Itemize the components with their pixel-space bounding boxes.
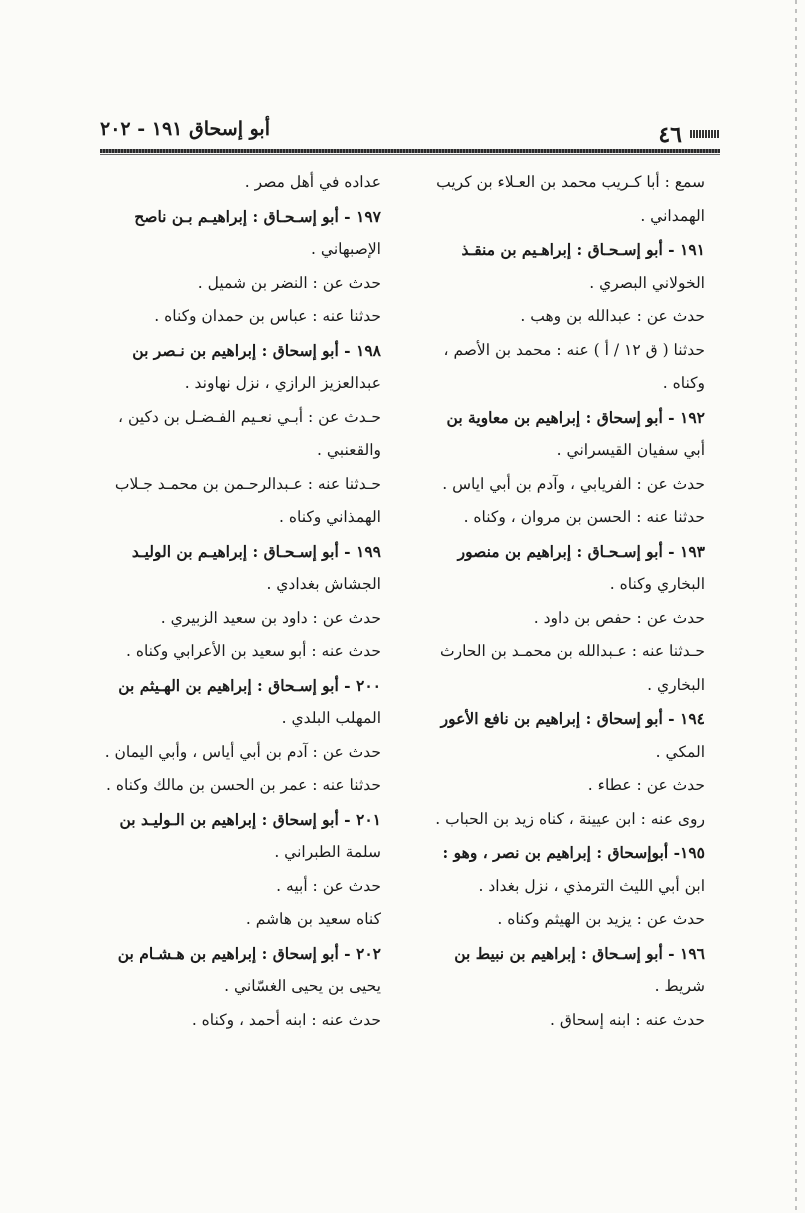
text-line: ١٩٤ - أبو إسحاق : إبراهيم بن نافع الأعور [440, 709, 705, 728]
text-line: الخولاني البصري . [589, 273, 705, 292]
text-line: البخاري . [647, 675, 705, 694]
text-line: ١٩٨ - أبو إسحاق : إبراهيم بن نـصر بن [132, 340, 381, 360]
text-line: حدثنا ( ق ١٢ / أ ) عنه : محمد بن الأصم ، [443, 340, 705, 359]
text-line: ٢٠١ - أبو إسحاق : إبراهيم بن الـوليـد بن [119, 809, 381, 829]
text-line: حدث عن : حفص بن داود . [533, 608, 705, 627]
text-line: عبدالعزيز الرازي ، نزل نهاوند . [184, 374, 381, 392]
text-line: الهمداني . [640, 206, 705, 225]
text-line: ١٩٩ - أبو إسـحـاق : إبراهيـم بن الوليـد [131, 541, 381, 561]
text-line: روى عنه : ابن عيينة ، كناه زيد بن الحباب . [435, 809, 705, 828]
text-line: حدث عن : يزيد بن الهيثم وكناه . [497, 910, 705, 928]
right-column [405, 166, 705, 1037]
text-line: سمع : أبا كـريب محمد بن العـلاء بن كريب [436, 173, 705, 191]
text-line: ٢٠٠ - أبو إسـحاق : إبراهيم بن الهـيثم بن [118, 675, 381, 695]
text-line: الهمذاني وكناه . [279, 508, 381, 526]
text-line: حـدثنا عنه : عـبدالرحـمن بن محمـد جـلاب [114, 474, 381, 493]
text-line: ١٩٢ - أبو إسحاق : إبراهيم بن معاوية بن [446, 407, 705, 427]
text-line: حـدثنا عنه : عـبدالله بن محمـد بن الحارث [440, 642, 705, 660]
text-line: حدث عنه : ابنه إسحاق . [550, 1010, 705, 1029]
text-line: عداده في أهل مصر . [244, 173, 381, 191]
text-line: الجشاش بغدادي . [266, 575, 381, 593]
text-line: حدث عن : عبدالله بن وهب . [520, 307, 705, 325]
text-line: حدث عن : عطاء . [587, 776, 705, 794]
text-line: ١٩٦ - أبو إسـحاق : إبراهيم بن نبيط بن [454, 943, 705, 963]
text-line: ١٩٧ - أبو إسـحـاق : إبراهيـم بـن ناصح [134, 206, 381, 226]
text-line: أبي سفيان القيسراني . [556, 441, 705, 459]
text-line: ١٩٣ - أبو إسـحـاق : إبراهيم بن منصور [457, 541, 705, 561]
text-line: سلمة الطبراني . [274, 843, 381, 861]
text-line: المهلب البلدي . [281, 709, 381, 727]
text-line: ١٩١ - أبو إسـحـاق : إبراهـيم بن منقـذ [461, 240, 705, 259]
text-line: شريط . [654, 977, 705, 995]
running-title: أبو إسحاق ١٩١ - ٢٠٢ [100, 118, 270, 140]
text-line: كناه سعيد بن هاشم . [245, 910, 381, 928]
text-line: حدث عن : داود بن سعيد الزبيري . [160, 608, 381, 627]
text-line: حدثنا عنه : عمر بن الحسن بن مالك وكناه . [105, 776, 381, 794]
text-line: البخاري وكناه . [609, 575, 705, 593]
text-line: حـدث عن : أبـي نعـيم الفـضـل بن دكين ، [118, 407, 381, 426]
page-number: ٤٦ [658, 122, 682, 148]
text-line: حدثنا عنه : عباس بن حمدان وكناه . [154, 307, 381, 325]
text-line: ٢٠٢ - أبو إسحاق : إبراهيم بن هـشـام بن [117, 943, 381, 963]
text-line: حدث عن : النضر بن شميل . [197, 273, 381, 292]
text-line: يحيى بن يحيى الغسّاني . [224, 977, 381, 995]
header-rule [100, 149, 720, 153]
text-line: ابن أبي الليث الترمذي ، نزل بغداد . [478, 876, 705, 895]
text-line: ١٩٥- أبوإسحاق : إبراهيم بن نصر ، وهو : [442, 843, 705, 862]
text-line: المكي . [655, 742, 705, 761]
text-line: حدث عنه : ابنه أحمد ، وكناه . [191, 1010, 381, 1029]
text-line: وكناه . [662, 374, 705, 392]
text-line: والقعنبي . [317, 441, 381, 459]
text-line: حدث عن : الفريابي ، وآدم بن أبي اياس . [442, 474, 705, 493]
left-column [81, 166, 381, 1037]
header-rule-thin [100, 154, 720, 155]
text-line: حدثنا عنه : الحسن بن مروان ، وكناه . [463, 508, 705, 526]
text-line: حدث عن : آدم بن أبي أياس ، وأبي اليمان . [104, 742, 381, 761]
header-ornament [690, 130, 720, 138]
text-line: حدث عنه : أبو سعيد بن الأعرابي وكناه . [125, 642, 381, 660]
page-edge-shadow [795, 0, 797, 1213]
page-header [100, 118, 720, 148]
text-line: حدث عن : أبيه . [276, 876, 381, 895]
text-line: الإصبهاني . [311, 240, 381, 258]
